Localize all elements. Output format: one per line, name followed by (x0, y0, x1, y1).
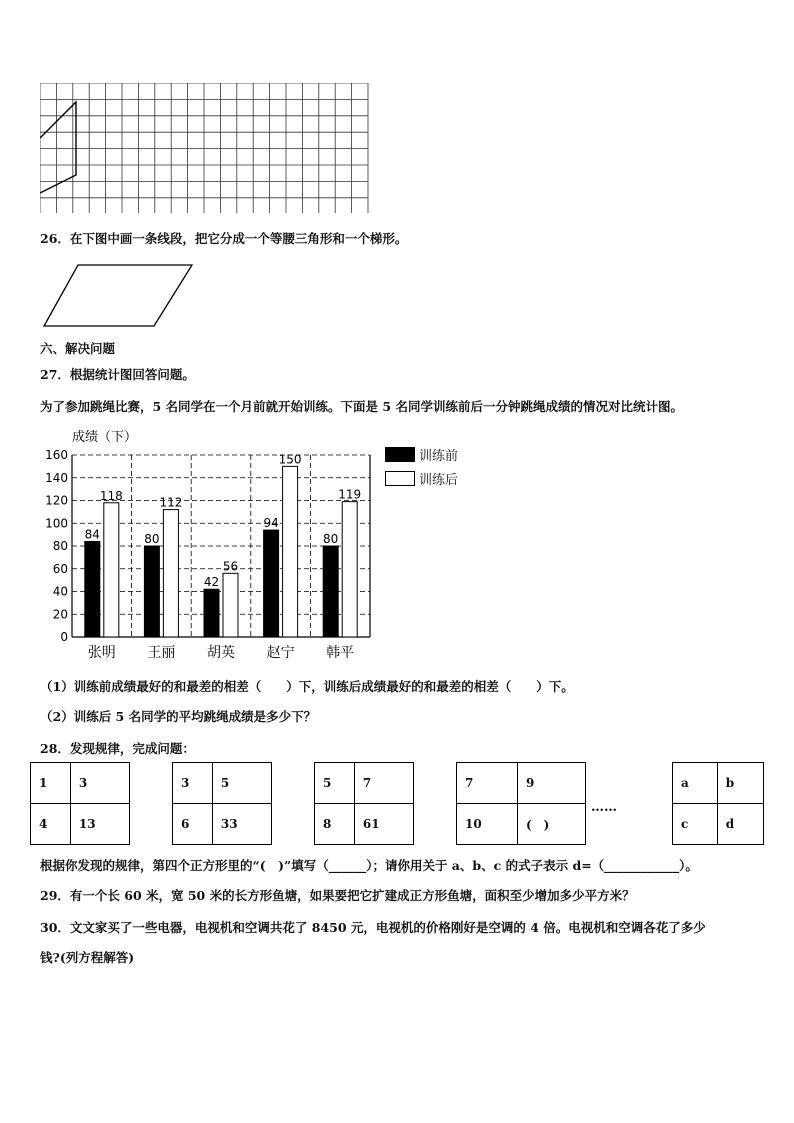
square-3-bl: 8 (315, 804, 355, 845)
pattern-square-4 (456, 762, 586, 845)
chart-bar-before (323, 546, 338, 637)
square-4-tl: 7 (457, 763, 518, 804)
question-27-sub1: （1）训练前成绩最好的和最差的相差（ ）下，训练后成绩最好的和最差的相差（ ）下。 (40, 679, 574, 694)
question-30-line2: 钱?(列方程解答) (40, 950, 135, 965)
chart-data-label: 80 (144, 532, 160, 546)
chart-category-label: 赵宁 (266, 645, 295, 661)
square-5-br: d (717, 804, 763, 845)
section-heading: 六、解决问题 (40, 341, 116, 356)
chart-data-label: 112 (159, 495, 183, 510)
square-2-bl: 6 (173, 804, 213, 845)
legend-swatch-before (385, 447, 415, 462)
chart-data-label: 84 (84, 527, 100, 542)
question-26: 26．在下图中画一条线段，把它分成一个等腰三角形和一个梯形。 (40, 231, 408, 246)
square-4-bl: 10 (457, 804, 518, 845)
chart-bar-before (204, 589, 219, 637)
chart-data-label: 80 (323, 532, 339, 546)
chart-category-label: 韩平 (326, 645, 355, 661)
chart-bar-before (85, 541, 100, 637)
question-27-sub2: （2）训练后 5 名同学的平均跳绳成绩是多少下？ (40, 709, 317, 724)
chart-ytick-label: 160 (45, 448, 68, 462)
chart-category-label: 胡英 (207, 645, 235, 661)
question-28-prompt: 根据你发现的规律，第四个正方形里的“( )”填写（______）；请你用关于 a、b、c 的式子表示 d=（____________）。 (40, 858, 698, 873)
chart-ytick-label: 100 (45, 516, 68, 531)
square-5-tr: b (717, 763, 763, 804)
question-30-line1: 30．文文家买了一些电器，电视机和空调共花了 8450 元，电视机的价格刚好是空调的 4 倍。电视机和空调各花了多少 (40, 920, 706, 935)
chart-bar-after (342, 502, 357, 637)
chart-data-label: 94 (263, 516, 279, 531)
square-5-tl: a (673, 763, 718, 804)
chart-category-label: 张明 (87, 645, 116, 661)
chart-bar-before (264, 530, 279, 637)
legend-swatch-after (385, 471, 415, 486)
question-27-title: 27．根据统计图回答问题。 (40, 367, 195, 382)
question-27-intro: 为了参加跳绳比赛，5 名同学在一个月前就开始训练。下面是 5 名同学训练前后一分钟跳绳成绩的情况对比统计图。 (40, 399, 683, 414)
chart-ytick-label: 0 (60, 630, 68, 644)
pattern-square-2 (172, 762, 272, 845)
question-28-title: 28．发现规律，完成问题： (40, 741, 195, 756)
square-4-br: ( ) (518, 804, 586, 845)
square-1-tr: 3 (70, 763, 129, 804)
chart-bar-after (104, 503, 119, 637)
square-3-br: 61 (354, 804, 413, 845)
chart-bar-after (283, 466, 298, 637)
square-4-tr: 9 (518, 763, 586, 804)
pattern-square-1 (30, 762, 130, 845)
chart-bar-after (223, 573, 238, 637)
square-2-br: 33 (212, 804, 271, 845)
chart-ytick-label: 60 (52, 561, 68, 576)
square-1-br: 13 (70, 804, 129, 845)
square-3-tl: 5 (315, 763, 355, 804)
square-1-tl: 1 (31, 763, 71, 804)
chart-ytick-label: 120 (45, 493, 68, 508)
chart-data-label: 150 (278, 452, 302, 467)
chart-ylabel: 成绩（下） (72, 430, 138, 445)
chart-category-label: 王丽 (147, 645, 176, 661)
square-1-bl: 4 (31, 804, 71, 845)
chart-data-label: 42 (203, 575, 220, 590)
chart-ytick-label: 80 (52, 539, 68, 553)
question-29: 29．有一个长 60 米，宽 50 米的长方形鱼塘，如果要把它扩建成正方形鱼塘，面积至少增加多少平方米？ (40, 888, 635, 903)
chart-bar-after (163, 510, 178, 637)
square-grid-figure (40, 83, 370, 215)
legend-label-after: 训练后 (419, 473, 459, 488)
legend-label-before: 训练前 (419, 449, 459, 464)
chart-data-label: 56 (222, 559, 239, 574)
square-2-tr: 5 (212, 763, 271, 804)
chart-data-label: 119 (338, 487, 362, 502)
pattern-square-3 (314, 762, 414, 845)
square-3-tr: 7 (354, 763, 413, 804)
square-5-bl: c (673, 804, 718, 845)
chart-ytick-label: 140 (45, 470, 68, 485)
parallelogram-figure (42, 262, 197, 332)
pattern-square-5 (672, 762, 764, 845)
chart-ytick-label: 20 (52, 607, 68, 622)
chart-data-label: 118 (99, 488, 123, 503)
ellipsis: …… (591, 800, 617, 815)
square-2-tl: 3 (173, 763, 213, 804)
chart-ytick-label: 40 (52, 584, 68, 599)
chart-bar-before (144, 546, 159, 637)
